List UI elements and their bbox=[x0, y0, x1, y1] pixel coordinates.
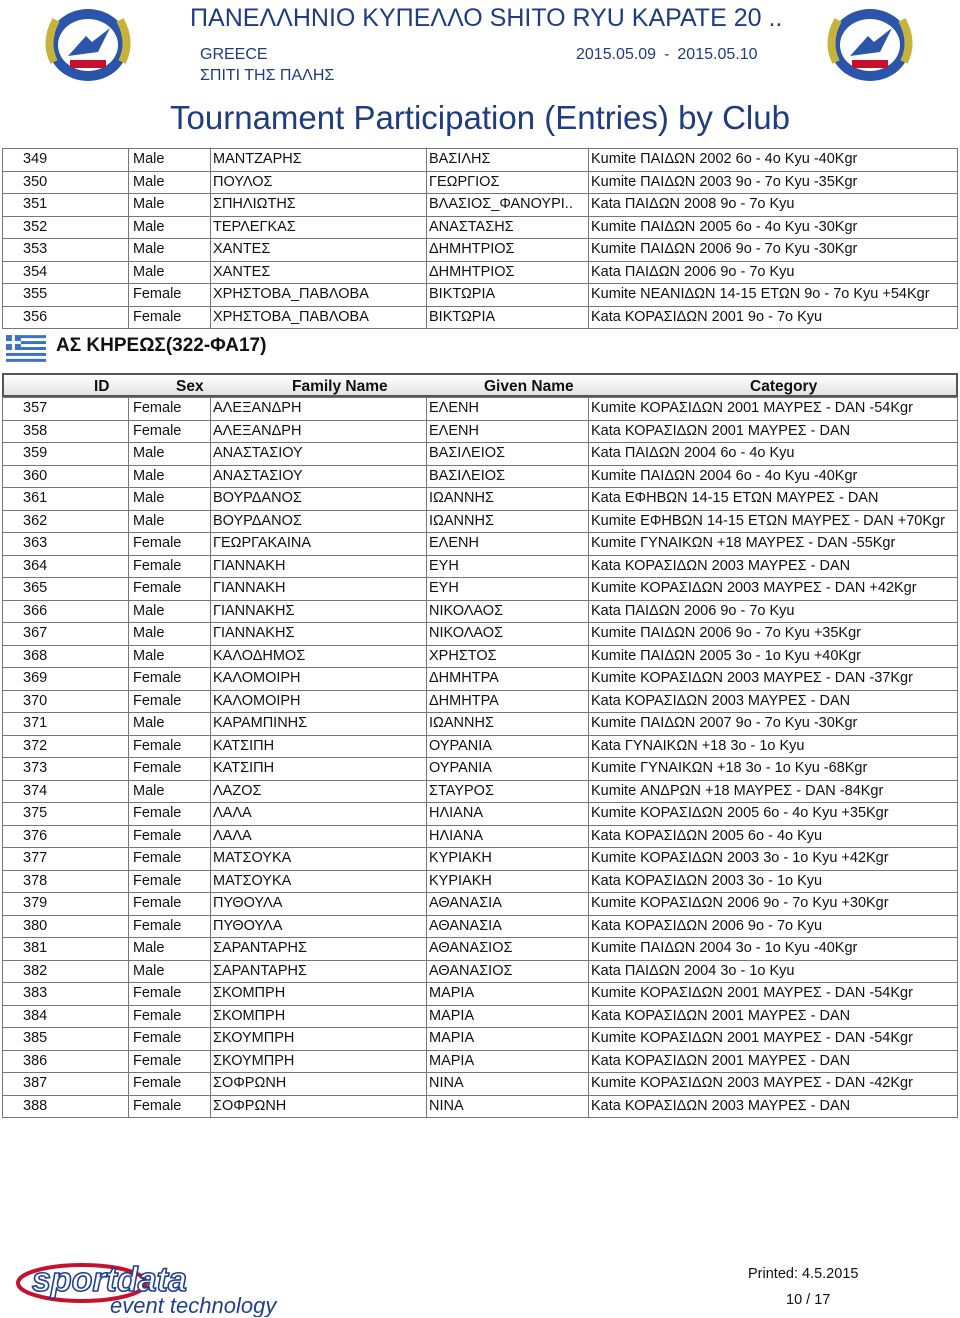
table-row bbox=[3, 420, 958, 443]
entry-given-name: ΔΗΜΗΤΡΙΟΣ bbox=[427, 261, 589, 284]
table-row bbox=[3, 600, 958, 623]
entry-given-name: ΑΘΑΝΑΣΙΟΣ bbox=[427, 938, 589, 961]
entry-family-name: ΚΑΛΟΔΗΜΟΣ bbox=[211, 645, 427, 668]
entry-given-name: ΓΕΩΡΓΙΟΣ bbox=[427, 171, 589, 194]
entry-given-name: ΜΑΡΙΑ bbox=[427, 983, 589, 1006]
entry-sex: Male bbox=[129, 938, 211, 961]
greek-flag-icon bbox=[6, 335, 46, 362]
entry-sex: Male bbox=[129, 713, 211, 736]
table-row bbox=[3, 893, 958, 916]
entry-family-name: ΜΑΤΣΟΥΚΑ bbox=[211, 848, 427, 871]
entry-sex: Female bbox=[129, 825, 211, 848]
table-row bbox=[3, 938, 958, 961]
column-header-family-name: Family Name bbox=[292, 378, 388, 395]
entry-family-name: ΠΥΘΟΥΛΑ bbox=[211, 893, 427, 916]
entry-given-name: ΙΩΑΝΝΗΣ bbox=[427, 488, 589, 511]
entry-id: 350 bbox=[3, 171, 129, 194]
entry-family-name: ΒΟΥΡΔΑΝΟΣ bbox=[211, 488, 427, 511]
federation-emblem-left bbox=[40, 2, 136, 88]
entry-sex: Female bbox=[129, 306, 211, 329]
entry-family-name: ΣΟΦΡΩΝΗ bbox=[211, 1073, 427, 1096]
entry-id: 363 bbox=[3, 533, 129, 556]
entry-category: Kata ΠΑΙΔΩΝ 2006 9o - 7o Kyu bbox=[589, 600, 958, 623]
entry-given-name: ΙΩΑΝΝΗΣ bbox=[427, 713, 589, 736]
entry-family-name: ΑΝΑΣΤΑΣΙΟΥ bbox=[211, 465, 427, 488]
entry-given-name: ΕΥΗ bbox=[427, 555, 589, 578]
entry-category: Kata ΚΟΡΑΣΙΔΩΝ 2003 ΜΑΥΡΕΣ - DAN bbox=[589, 690, 958, 713]
entry-id: 373 bbox=[3, 758, 129, 781]
report-footer bbox=[0, 1255, 960, 1318]
entry-sex: Female bbox=[129, 555, 211, 578]
entry-family-name: ΧΑΝΤΕΣ bbox=[211, 239, 427, 262]
entry-category: Kumite ΠΑΙΔΩΝ 2005 6o - 4o Kyu -30Kgr bbox=[589, 216, 958, 239]
entry-category: Kumite ΑΝΔΡΩΝ +18 ΜΑΥΡΕΣ - DAN -84Kgr bbox=[589, 780, 958, 803]
entry-sex: Male bbox=[129, 510, 211, 533]
entry-sex: Male bbox=[129, 239, 211, 262]
table-row bbox=[3, 284, 958, 307]
table-row bbox=[3, 1005, 958, 1028]
entry-family-name: ΠΟΥΛΟΣ bbox=[211, 171, 427, 194]
entry-id: 354 bbox=[3, 261, 129, 284]
entry-id: 372 bbox=[3, 735, 129, 758]
table-row bbox=[3, 398, 958, 421]
entry-id: 365 bbox=[3, 578, 129, 601]
entry-category: Kata ΚΟΡΑΣΙΔΩΝ 2003 3o - 1o Kyu bbox=[589, 870, 958, 893]
entry-family-name: ΓΙΑΝΝΑΚΗΣ bbox=[211, 600, 427, 623]
entry-family-name: ΣΑΡΑΝΤΑΡΗΣ bbox=[211, 938, 427, 961]
entry-family-name: ΧΡΗΣΤΟΒΑ_ΠΑΒΛΟΒΑ bbox=[211, 306, 427, 329]
entry-category: Kumite ΚΟΡΑΣΙΔΩΝ 2001 ΜΑΥΡΕΣ - DAN -54Kgr bbox=[589, 1028, 958, 1051]
table-row bbox=[3, 848, 958, 871]
table-row bbox=[3, 690, 958, 713]
entry-given-name: ΟΥΡΑΝΙΑ bbox=[427, 758, 589, 781]
entry-sex: Male bbox=[129, 623, 211, 646]
entry-id: 376 bbox=[3, 825, 129, 848]
date-separator: - bbox=[664, 46, 670, 63]
entry-id: 379 bbox=[3, 893, 129, 916]
entry-category: Kata ΓΥΝΑΙΚΩΝ +18 3o - 1o Kyu bbox=[589, 735, 958, 758]
entry-sex: Male bbox=[129, 645, 211, 668]
entry-family-name: ΣΟΦΡΩΝΗ bbox=[211, 1095, 427, 1118]
entry-sex: Female bbox=[129, 915, 211, 938]
table-row bbox=[3, 825, 958, 848]
entry-given-name: ΒΙΚΤΩΡΙΑ bbox=[427, 284, 589, 307]
entry-given-name: ΑΘΑΝΑΣΙΟΣ bbox=[427, 960, 589, 983]
table-row bbox=[3, 915, 958, 938]
entry-family-name: ΓΙΑΝΝΑΚΗ bbox=[211, 578, 427, 601]
entry-category: Kumite ΠΑΙΔΩΝ 2006 9o - 7o Kyu -30Kgr bbox=[589, 239, 958, 262]
entry-id: 370 bbox=[3, 690, 129, 713]
entry-sex: Male bbox=[129, 488, 211, 511]
entry-id: 356 bbox=[3, 306, 129, 329]
date-range bbox=[576, 46, 757, 64]
entry-given-name: ΝΙΚΟΛΑΟΣ bbox=[427, 623, 589, 646]
entry-category: Kata ΠΑΙΔΩΝ 2004 3o - 1o Kyu bbox=[589, 960, 958, 983]
entry-family-name: ΧΑΝΤΕΣ bbox=[211, 261, 427, 284]
entry-category: Kumite ΚΟΡΑΣΙΔΩΝ 2003 ΜΑΥΡΕΣ - DAN +42Kgr bbox=[589, 578, 958, 601]
entry-id: 352 bbox=[3, 216, 129, 239]
entry-given-name: ΑΝΑΣΤΑΣΗΣ bbox=[427, 216, 589, 239]
table-row bbox=[3, 171, 958, 194]
table-row bbox=[3, 668, 958, 691]
entry-sex: Female bbox=[129, 1028, 211, 1051]
entry-given-name: ΒΛΑΣΙΟΣ_ΦΑΝΟΥΡΙ.. bbox=[427, 194, 589, 217]
entry-given-name: ΣΤΑΥΡΟΣ bbox=[427, 780, 589, 803]
entry-id: 388 bbox=[3, 1095, 129, 1118]
entry-sex: Female bbox=[129, 803, 211, 826]
entry-category: Kumite ΚΟΡΑΣΙΔΩΝ 2003 ΜΑΥΡΕΣ - DAN -37Kgr bbox=[589, 668, 958, 691]
entry-given-name: ΟΥΡΑΝΙΑ bbox=[427, 735, 589, 758]
table-row bbox=[3, 149, 958, 172]
entry-id: 368 bbox=[3, 645, 129, 668]
entry-category: Kata ΚΟΡΑΣΙΔΩΝ 2001 ΜΑΥΡΕΣ - DAN bbox=[589, 1005, 958, 1028]
entry-sex: Female bbox=[129, 848, 211, 871]
entry-sex: Female bbox=[129, 668, 211, 691]
entry-category: Kata ΚΟΡΑΣΙΔΩΝ 2005 6o - 4o Kyu bbox=[589, 825, 958, 848]
entry-category: Kumite ΓΥΝΑΙΚΩΝ +18 3o - 1o Kyu -68Kgr bbox=[589, 758, 958, 781]
venue: ΣΠΙΤΙ ΤΗΣ ΠΑΛΗΣ bbox=[200, 67, 335, 84]
entry-category: Kata ΠΑΙΔΩΝ 2004 6o - 4o Kyu bbox=[589, 443, 958, 466]
entry-given-name: ΒΙΚΤΩΡΙΑ bbox=[427, 306, 589, 329]
entry-id: 353 bbox=[3, 239, 129, 262]
entry-family-name: ΠΥΘΟΥΛΑ bbox=[211, 915, 427, 938]
entry-category: Kumite ΠΑΙΔΩΝ 2004 6o - 4o Kyu -40Kgr bbox=[589, 465, 958, 488]
entry-id: 357 bbox=[3, 398, 129, 421]
entry-given-name: ΒΑΣΙΛΗΣ bbox=[427, 149, 589, 172]
table-row bbox=[3, 758, 958, 781]
entry-id: 360 bbox=[3, 465, 129, 488]
entry-id: 386 bbox=[3, 1050, 129, 1073]
entry-category: Kumite ΚΟΡΑΣΙΔΩΝ 2006 9o - 7o Kyu +30Kgr bbox=[589, 893, 958, 916]
entry-sex: Female bbox=[129, 398, 211, 421]
entry-id: 380 bbox=[3, 915, 129, 938]
entry-family-name: ΑΛΕΞΑΝΔΡΗ bbox=[211, 398, 427, 421]
entry-given-name: ΕΥΗ bbox=[427, 578, 589, 601]
entry-given-name: ΜΑΡΙΑ bbox=[427, 1050, 589, 1073]
entry-sex: Female bbox=[129, 578, 211, 601]
table-row bbox=[3, 713, 958, 736]
entry-family-name: ΣΚΟΜΠΡΗ bbox=[211, 983, 427, 1006]
table-row bbox=[3, 239, 958, 262]
table-row bbox=[3, 1028, 958, 1051]
entry-given-name: ΔΗΜΗΤΡΑ bbox=[427, 668, 589, 691]
entry-id: 369 bbox=[3, 668, 129, 691]
club-name: ΑΣ ΚΗΡΕΩΣ(322-ΦΑ17) bbox=[56, 335, 267, 356]
entry-given-name: ΝΙΝΑ bbox=[427, 1073, 589, 1096]
entry-category: Kumite ΚΟΡΑΣΙΔΩΝ 2005 6o - 4o Kyu +35Kgr bbox=[589, 803, 958, 826]
entry-category: Kata ΠΑΙΔΩΝ 2006 9o - 7o Kyu bbox=[589, 261, 958, 284]
entry-family-name: ΛΑΖΟΣ bbox=[211, 780, 427, 803]
table-row bbox=[3, 306, 958, 329]
sportdata-logo-text: sportdata bbox=[32, 1261, 187, 1299]
report-header bbox=[0, 0, 960, 145]
entry-category: Kumite ΠΑΙΔΩΝ 2004 3o - 1o Kyu -40Kgr bbox=[589, 938, 958, 961]
report-title: Tournament Participation (Entries) by Club bbox=[170, 99, 790, 136]
entry-given-name: ΕΛΕΝΗ bbox=[427, 398, 589, 421]
table-row bbox=[3, 645, 958, 668]
table-row bbox=[3, 533, 958, 556]
entry-sex: Male bbox=[129, 149, 211, 172]
entry-sex: Female bbox=[129, 1050, 211, 1073]
entry-sex: Male bbox=[129, 194, 211, 217]
table-row bbox=[3, 623, 958, 646]
table-row bbox=[3, 983, 958, 1006]
entry-id: 383 bbox=[3, 983, 129, 1006]
entry-given-name: ΔΗΜΗΤΡΑ bbox=[427, 690, 589, 713]
entry-sex: Female bbox=[129, 1073, 211, 1096]
entry-family-name: ΣΠΗΛΙΩΤΗΣ bbox=[211, 194, 427, 217]
entry-id: 349 bbox=[3, 149, 129, 172]
entry-family-name: ΣΚΟΥΜΠΡΗ bbox=[211, 1028, 427, 1051]
table-row bbox=[3, 1095, 958, 1118]
entry-id: 384 bbox=[3, 1005, 129, 1028]
entry-category: Kata ΚΟΡΑΣΙΔΩΝ 2001 ΜΑΥΡΕΣ - DAN bbox=[589, 1050, 958, 1073]
table-column-header bbox=[2, 373, 958, 397]
table-row bbox=[3, 443, 958, 466]
entry-sex: Male bbox=[129, 465, 211, 488]
entry-family-name: ΣΚΟΜΠΡΗ bbox=[211, 1005, 427, 1028]
entry-family-name: ΣΑΡΑΝΤΑΡΗΣ bbox=[211, 960, 427, 983]
entry-id: 385 bbox=[3, 1028, 129, 1051]
page-number: 10 / 17 bbox=[786, 1292, 831, 1308]
entry-id: 362 bbox=[3, 510, 129, 533]
entry-given-name: ΗΛΙΑΝΑ bbox=[427, 803, 589, 826]
table-row bbox=[3, 1073, 958, 1096]
entry-sex: Female bbox=[129, 690, 211, 713]
entry-id: 359 bbox=[3, 443, 129, 466]
entry-sex: Male bbox=[129, 780, 211, 803]
entry-family-name: ΚΑΡΑΜΠΙΝΗΣ bbox=[211, 713, 427, 736]
entry-id: 364 bbox=[3, 555, 129, 578]
entry-sex: Male bbox=[129, 600, 211, 623]
column-header-given-name: Given Name bbox=[484, 378, 574, 395]
entry-id: 355 bbox=[3, 284, 129, 307]
entry-sex: Female bbox=[129, 893, 211, 916]
entry-id: 378 bbox=[3, 870, 129, 893]
entry-category: Kumite ΠΑΙΔΩΝ 2005 3o - 1o Kyu +40Kgr bbox=[589, 645, 958, 668]
sportdata-logo bbox=[12, 1259, 342, 1317]
entry-sex: Female bbox=[129, 284, 211, 307]
entry-given-name: ΝΙΝΑ bbox=[427, 1095, 589, 1118]
entry-category: Kumite ΠΑΙΔΩΝ 2006 9o - 7o Kyu +35Kgr bbox=[589, 623, 958, 646]
entry-category: Kata ΕΦΗΒΩΝ 14-15 ΕΤΩΝ ΜΑΥΡΕΣ - DAN bbox=[589, 488, 958, 511]
entry-given-name: ΙΩΑΝΝΗΣ bbox=[427, 510, 589, 533]
sportdata-logo-subtitle: event technology bbox=[110, 1293, 277, 1317]
federation-emblem-right bbox=[822, 2, 918, 88]
table-row bbox=[3, 194, 958, 217]
table-row bbox=[3, 803, 958, 826]
entry-sex: Female bbox=[129, 533, 211, 556]
table-row bbox=[3, 488, 958, 511]
entry-id: 387 bbox=[3, 1073, 129, 1096]
entry-given-name: ΝΙΚΟΛΑΟΣ bbox=[427, 600, 589, 623]
entry-family-name: ΓΙΑΝΝΑΚΗΣ bbox=[211, 623, 427, 646]
entry-sex: Male bbox=[129, 960, 211, 983]
date-to: 2015.05.10 bbox=[677, 46, 758, 63]
entry-family-name: ΑΛΕΞΑΝΔΡΗ bbox=[211, 420, 427, 443]
entry-id: 371 bbox=[3, 713, 129, 736]
table-row bbox=[3, 510, 958, 533]
entry-given-name: ΕΛΕΝΗ bbox=[427, 420, 589, 443]
entry-sex: Female bbox=[129, 870, 211, 893]
entry-given-name: ΔΗΜΗΤΡΙΟΣ bbox=[427, 239, 589, 262]
entry-family-name: ΧΡΗΣΤΟΒΑ_ΠΑΒΛΟΒΑ bbox=[211, 284, 427, 307]
entry-given-name: ΒΑΣΙΛΕΙΟΣ bbox=[427, 465, 589, 488]
entry-id: 374 bbox=[3, 780, 129, 803]
report-content bbox=[0, 148, 960, 1118]
entry-family-name: ΜΑΝΤΖΑΡΗΣ bbox=[211, 149, 427, 172]
entry-sex: Female bbox=[129, 420, 211, 443]
entry-family-name: ΚΑΤΣΙΠΗ bbox=[211, 735, 427, 758]
entry-family-name: ΛΑΛΑ bbox=[211, 825, 427, 848]
entry-sex: Female bbox=[129, 735, 211, 758]
entry-given-name: ΒΑΣΙΛΕΙΟΣ bbox=[427, 443, 589, 466]
entry-id: 381 bbox=[3, 938, 129, 961]
entry-family-name: ΜΑΤΣΟΥΚΑ bbox=[211, 870, 427, 893]
tournament-title: ΠΑΝΕΛΛΗΝΙΟ ΚΥΠΕΛΛΟ SHITO RYU ΚΑΡΑΤΕ 20 .. bbox=[190, 4, 783, 32]
club-section-header bbox=[0, 329, 960, 373]
entry-id: 367 bbox=[3, 623, 129, 646]
entry-family-name: ΚΑΛΟΜΟΙΡΗ bbox=[211, 690, 427, 713]
table-row bbox=[3, 1050, 958, 1073]
entry-given-name: ΚΥΡΙΑΚΗ bbox=[427, 870, 589, 893]
table-row bbox=[3, 870, 958, 893]
entry-sex: Female bbox=[129, 983, 211, 1006]
entry-sex: Female bbox=[129, 758, 211, 781]
entry-sex: Male bbox=[129, 261, 211, 284]
entry-category: Kumite ΝΕΑΝΙΔΩΝ 14-15 ΕΤΩΝ 9o - 7o Kyu +54Kgr bbox=[589, 284, 958, 307]
column-header-category: Category bbox=[750, 378, 818, 395]
entry-given-name: ΗΛΙΑΝΑ bbox=[427, 825, 589, 848]
table-row bbox=[3, 780, 958, 803]
entry-given-name: ΚΥΡΙΑΚΗ bbox=[427, 848, 589, 871]
entry-family-name: ΒΟΥΡΔΑΝΟΣ bbox=[211, 510, 427, 533]
entry-category: Kata ΚΟΡΑΣΙΔΩΝ 2003 ΜΑΥΡΕΣ - DAN bbox=[589, 555, 958, 578]
entry-category: Kata ΚΟΡΑΣΙΔΩΝ 2006 9o - 7o Kyu bbox=[589, 915, 958, 938]
table-row bbox=[3, 578, 958, 601]
entry-id: 377 bbox=[3, 848, 129, 871]
entry-given-name: ΜΑΡΙΑ bbox=[427, 1028, 589, 1051]
entry-category: Kata ΠΑΙΔΩΝ 2008 9o - 7o Kyu bbox=[589, 194, 958, 217]
entry-category: Kumite ΚΟΡΑΣΙΔΩΝ 2003 ΜΑΥΡΕΣ - DAN -42Kgr bbox=[589, 1073, 958, 1096]
entry-category: Kata ΚΟΡΑΣΙΔΩΝ 2003 ΜΑΥΡΕΣ - DAN bbox=[589, 1095, 958, 1118]
entry-sex: Male bbox=[129, 216, 211, 239]
entry-category: Kumite ΚΟΡΑΣΙΔΩΝ 2001 ΜΑΥΡΕΣ - DAN -54Kgr bbox=[589, 983, 958, 1006]
entry-category: Kumite ΠΑΙΔΩΝ 2003 9o - 7o Kyu -35Kgr bbox=[589, 171, 958, 194]
entry-family-name: ΚΑΛΟΜΟΙΡΗ bbox=[211, 668, 427, 691]
table-row bbox=[3, 960, 958, 983]
entry-category: Kumite ΕΦΗΒΩΝ 14-15 ΕΤΩΝ ΜΑΥΡΕΣ - DAN +70Kgr bbox=[589, 510, 958, 533]
entries-table-club bbox=[2, 397, 958, 1118]
entry-id: 361 bbox=[3, 488, 129, 511]
entry-given-name: ΑΘΑΝΑΣΙΑ bbox=[427, 915, 589, 938]
entry-category: Kumite ΚΟΡΑΣΙΔΩΝ 2003 3o - 1o Kyu +42Kgr bbox=[589, 848, 958, 871]
entry-sex: Male bbox=[129, 171, 211, 194]
entry-given-name: ΑΘΑΝΑΣΙΑ bbox=[427, 893, 589, 916]
entry-id: 375 bbox=[3, 803, 129, 826]
entry-category: Kumite ΠΑΙΔΩΝ 2002 6o - 4o Kyu -40Kgr bbox=[589, 149, 958, 172]
table-row bbox=[3, 555, 958, 578]
printed-date: Printed: 4.5.2015 bbox=[748, 1266, 859, 1282]
entry-family-name: ΑΝΑΣΤΑΣΙΟΥ bbox=[211, 443, 427, 466]
table-row bbox=[3, 735, 958, 758]
column-header-sex: Sex bbox=[176, 378, 204, 395]
date-from: 2015.05.09 bbox=[576, 46, 657, 63]
entry-family-name: ΤΕΡΛΕΓΚΑΣ bbox=[211, 216, 427, 239]
entry-given-name: ΧΡΗΣΤΟΣ bbox=[427, 645, 589, 668]
entry-category: Kumite ΓΥΝΑΙΚΩΝ +18 ΜΑΥΡΕΣ - DAN -55Kgr bbox=[589, 533, 958, 556]
entry-family-name: ΛΑΛΑ bbox=[211, 803, 427, 826]
entry-id: 351 bbox=[3, 194, 129, 217]
entry-family-name: ΓΕΩΡΓΑΚΑΙΝΑ bbox=[211, 533, 427, 556]
entries-table-previous-club bbox=[2, 148, 958, 329]
entry-family-name: ΚΑΤΣΙΠΗ bbox=[211, 758, 427, 781]
entry-family-name: ΣΚΟΥΜΠΡΗ bbox=[211, 1050, 427, 1073]
entry-sex: Female bbox=[129, 1095, 211, 1118]
entry-sex: Male bbox=[129, 443, 211, 466]
entry-id: 382 bbox=[3, 960, 129, 983]
table-row bbox=[3, 465, 958, 488]
entry-id: 366 bbox=[3, 600, 129, 623]
entry-id: 358 bbox=[3, 420, 129, 443]
entry-family-name: ΓΙΑΝΝΑΚΗ bbox=[211, 555, 427, 578]
entry-given-name: ΜΑΡΙΑ bbox=[427, 1005, 589, 1028]
entry-category: Kata ΚΟΡΑΣΙΔΩΝ 2001 9o - 7o Kyu bbox=[589, 306, 958, 329]
entry-category: Kumite ΚΟΡΑΣΙΔΩΝ 2001 ΜΑΥΡΕΣ - DAN -54Kgr bbox=[589, 398, 958, 421]
country: GREECE bbox=[200, 46, 268, 63]
entry-given-name: ΕΛΕΝΗ bbox=[427, 533, 589, 556]
entry-category: Kumite ΠΑΙΔΩΝ 2007 9o - 7o Kyu -30Kgr bbox=[589, 713, 958, 736]
entry-category: Kata ΚΟΡΑΣΙΔΩΝ 2001 ΜΑΥΡΕΣ - DAN bbox=[589, 420, 958, 443]
entry-sex: Female bbox=[129, 1005, 211, 1028]
column-header-id: ID bbox=[94, 378, 110, 395]
table-row bbox=[3, 261, 958, 284]
table-row bbox=[3, 216, 958, 239]
